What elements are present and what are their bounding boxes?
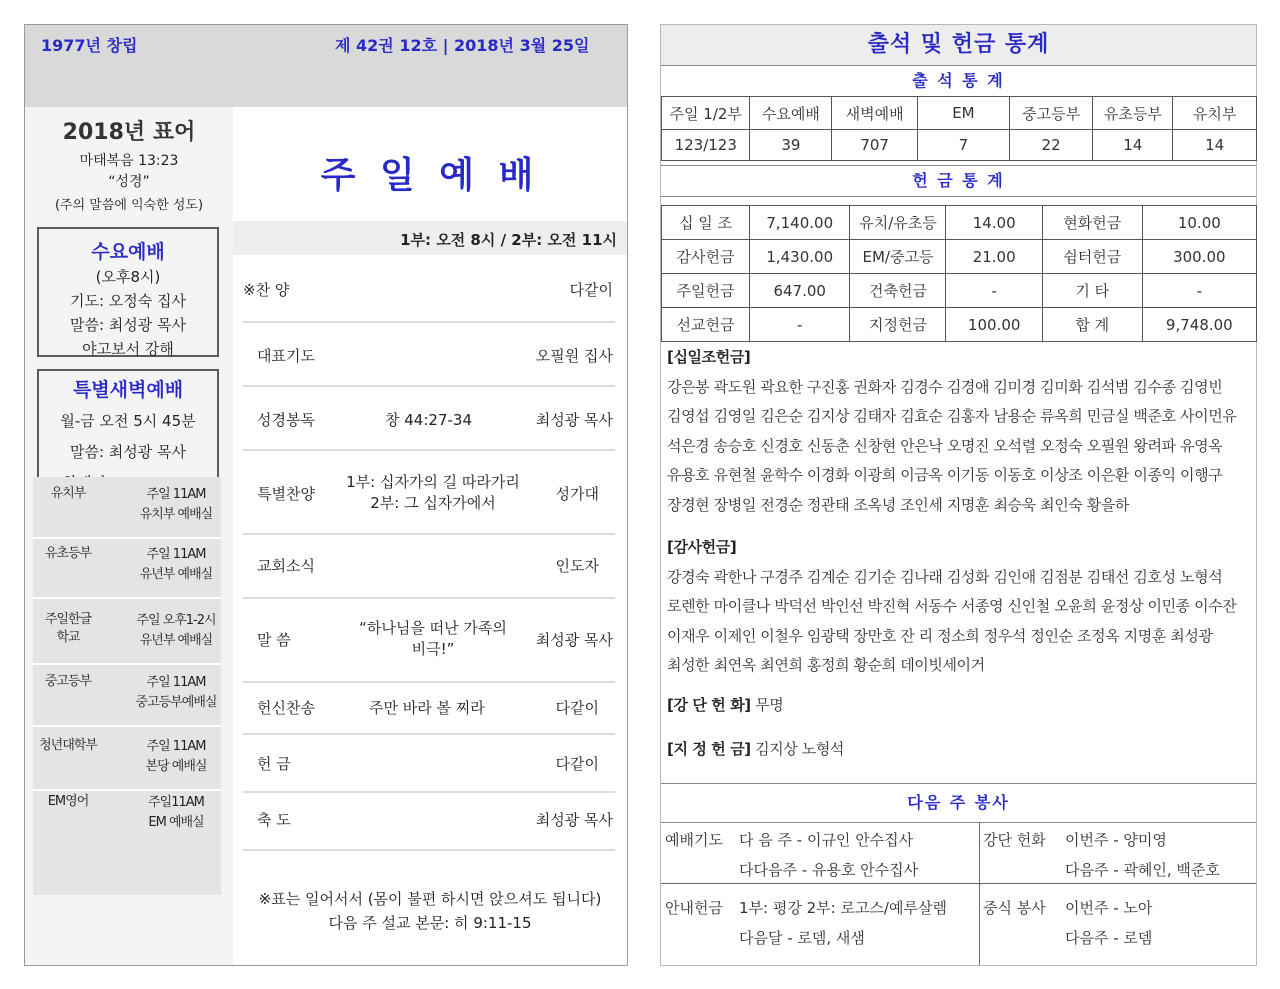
order-item: 축 도 [257,811,291,829]
order-item: 헌신찬송 [257,699,315,717]
dawn-title: 특별새벽예배 [72,379,184,401]
attendance-value: 7 [918,130,1010,161]
issue-label: 제 42권 12호 | 2018년 3월 25일 [335,36,590,55]
service-title: 주 일 예 배 [320,155,540,196]
next-week-title: 다음 주 봉사 [661,783,1256,823]
order-divider [243,533,615,535]
offering-amount: 647.00 [749,274,850,308]
offering-row [662,240,1257,274]
order-middle-2: 2부: 그 십자가에서 [370,494,496,512]
attendance-value-row [662,130,1257,161]
order-item: 헌 금 [257,755,291,773]
school-row-name: 청년대학부 [39,738,97,753]
next-week-divider [661,883,1256,884]
flower-donor: 무명 [750,696,784,714]
order-middle-block [333,617,533,659]
wednesday-title: 수요예배 [91,241,165,263]
order-who: 다같이 [555,699,599,717]
order-who: 최성광 목사 [535,811,613,829]
thanks-section [667,533,1247,681]
wednesday-prayer: 기도: 오정숙 집사 [69,292,187,310]
order-item: 말 씀 [257,631,291,649]
attendance-header: 유초등부 [1093,97,1173,130]
offering-amount: 14.00 [946,206,1042,240]
school-row-place: 유년부 예배실 [139,567,213,582]
offering-row [662,308,1257,342]
school-row-time: 주일 11AM [146,739,206,754]
flower-next-week: 다음주 - 곽혜인, 백준호 [1065,861,1220,879]
designated-section [667,735,1247,765]
order-middle: “하나님을 떠난 가족의 [359,619,507,637]
dawn-time: 월-금 오전 5시 45분 [60,412,196,430]
order-middle-2: 비극!” [411,640,455,658]
attendance-value: 22 [1009,130,1093,161]
order-item: 특별찬양 [257,485,315,503]
school-row [33,603,221,665]
school-row-name: 유초등부 [44,546,92,561]
order-who: 인도자 [555,557,599,575]
attendance-header: 새벽예배 [832,97,918,130]
motto-verse: 마태복음 13:23 [79,153,179,169]
motto-block [25,115,233,213]
offering-label: 합 계 [1042,308,1142,342]
flower-heading: [강 단 헌 화] [667,696,751,714]
offering-amount: - [946,274,1042,308]
offering-label: 선교헌금 [662,308,750,342]
order-who: 다같이 [569,281,613,299]
attendance-value: 123/123 [662,130,750,161]
order-who: 다같이 [555,755,599,773]
school-row-name: 중고등부 [44,674,92,689]
order-divider [243,321,615,323]
school-row-name: 유치부 [50,486,86,501]
offering-amount: 1,430.00 [749,240,850,274]
motto-word: “성경” [108,174,150,190]
tithe-line: 장경현 장병일 전경순 정관태 조옥녕 조인세 지명훈 최승욱 최인숙 황을하 [667,495,1130,514]
school-row [33,537,221,599]
designated-donors: 김지상 노형석 [750,740,845,758]
prayer-after: 다다음주 - 유용호 안수집사 [739,861,919,879]
usher-next-month: 다음달 - 로뎀, 새샘 [739,929,865,947]
school-row-time: 주일 11AM [146,487,206,502]
offering-row [662,206,1257,240]
offering-label: 지정헌금 [850,308,946,342]
attendance-header: 주일 1/2부 [662,97,750,130]
offering-amount: 10.00 [1142,206,1256,240]
school-row-time: 주일 11AM [146,675,206,690]
wednesday-time: (오후8시) [95,268,161,286]
offering-amount: - [1142,274,1256,308]
attendance-value: 14 [1093,130,1173,161]
next-sermon-note: 다음 주 설교 본문: 히 9:11-15 [328,914,532,932]
wednesday-sermon: 말씀: 최성광 목사 [69,316,187,334]
designated-heading: [지 정 헌 금] [667,740,751,758]
thanks-line: 최성한 최연옥 최연희 홍정희 황순희 데이빗세이거 [667,656,985,674]
offering-label: EM/중고등 [850,240,946,274]
offering-label: 건축헌금 [850,274,946,308]
stats-title-bar [661,25,1256,66]
tithe-line: 유용호 유현철 윤학수 이경화 이광희 이금옥 이기동 이동호 이상조 이은환 이종익 이행구 [667,466,1223,484]
prayer-label: 예배기도 [665,831,723,849]
wednesday-topic: 야고보서 강해 [82,340,174,358]
thanks-line: 로렌한 마이클나 박덕선 박인선 박진혁 서동수 서종영 신인철 오윤희 윤정상 이민종 이수잔 [667,597,1237,615]
school-row [33,477,221,539]
thanks-heading: [감사헌금] [667,538,737,556]
offering-amount: 9,748.00 [1142,308,1256,342]
order-divider [243,681,615,683]
order-divider [243,791,615,793]
offering-label: 주일헌금 [662,274,750,308]
attendance-table [661,96,1257,161]
flower-this-week: 이번주 - 양미영 [1065,831,1167,849]
order-divider [243,385,615,387]
attendance-header: 유치부 [1173,97,1257,130]
order-who: 성가대 [555,485,599,503]
order-who: 최성광 목사 [535,631,613,649]
stats-title: 출석 및 헌금 통계 [867,32,1050,57]
order-divider [243,449,615,451]
order-middle: 1부: 십자가의 길 따라가리 [346,473,520,491]
offering-label: 감사헌금 [662,240,750,274]
thanks-line: 강경숙 곽한나 구경주 김계순 김기순 김나래 김성화 김인애 김점분 김태선 김호성 노형석 [667,567,1223,586]
school-row [33,665,221,727]
tithe-line: 강은봉 곽도원 곽요한 구진홍 권화자 김경수 김경애 김미경 김미화 김석범 김수종 김영빈 [667,377,1223,396]
school-row [33,729,221,791]
order-divider [243,849,615,851]
service-notes [233,887,627,935]
attendance-header-row [662,97,1257,130]
order-item: 교회소식 [257,557,315,575]
order-who: 오필원 집사 [535,347,613,365]
school-row-place: 본당 예배실 [145,759,207,774]
stand-note: ※표는 일어서서 (몸이 불편 하시면 앉으셔도 됩니다) [258,890,602,908]
offering-label: 쉼터헌금 [1042,240,1142,274]
service-times: 1부: 오전 8시 / 2부: 오전 11시 [400,231,617,249]
meal-next-week: 다음주 - 로뎀 [1065,929,1153,947]
order-item: 성경봉독 [257,411,315,429]
established-label: 1977년 창립 [41,36,138,55]
wednesday-service-box [37,227,219,357]
order-middle-block [333,471,533,513]
attendance-header: 중고등부 [1009,97,1093,130]
tithe-section [667,343,1247,520]
thanks-line: 이재우 이제인 이철우 임광택 장만호 잔 리 정소희 정우석 정인순 조정옥 지명훈 최성광 [667,626,1213,645]
offering-label: 기 타 [1042,274,1142,308]
offering-table [661,205,1257,342]
order-middle: 주만 바라 볼 찌라 [369,699,485,717]
offering-label: 유치/유초등 [850,206,946,240]
attendance-title: 출 석 통 계 [661,65,1256,97]
prayer-next: 다 음 주 - 이규인 안수집사 [739,831,914,849]
attendance-value: 39 [750,130,832,161]
school-row-time: 주일 11AM [146,547,206,562]
tithe-line: 김영섭 김영일 김은순 김지상 김태자 김효순 김홍자 남용순 류옥희 민금실 백준호 사이먼유 [667,407,1237,425]
tithe-line: 석은경 송승호 신경호 신동춘 신창현 안은낙 오명진 오석렬 오정숙 오필원 왕려파 유영옥 [667,436,1223,455]
order-divider [243,733,615,735]
tithe-heading: [십일조헌금] [667,348,751,366]
school-row-name: 주일한글 [44,612,92,627]
service-times-bar [233,221,627,255]
flower-section [667,691,1247,721]
offering-amount: 300.00 [1142,240,1256,274]
school-row-place: 중고등부예배실 [135,695,217,710]
offering-amount: 7,140.00 [749,206,850,240]
right-page [660,24,1257,966]
order-item: ※찬 양 [243,281,290,299]
offering-row [662,274,1257,308]
offering-title: 헌 금 통 계 [661,165,1256,197]
school-row [33,785,221,845]
motto-title: 2018년 표어 [62,120,196,145]
order-divider [243,597,615,599]
school-row-time: 주일 오후1-2시 [136,613,216,628]
usher-groups: 1부: 평강 2부: 로고스/예루살렘 [739,899,947,917]
service-order-column [233,107,627,965]
order-middle: 창 44:27-34 [385,411,472,429]
offering-amount: 100.00 [946,308,1042,342]
bulletin-header [25,25,627,107]
flower-label: 강단 헌화 [983,831,1046,849]
school-schedule [33,477,221,895]
meal-this-week: 이번주 - 노아 [1065,899,1153,917]
school-row-place: 유년부 예배실 [139,633,213,648]
motto-desc: (주의 말씀에 익숙한 성도) [54,198,204,213]
order-who: 최성광 목사 [535,411,613,429]
attendance-value: 14 [1173,130,1257,161]
school-row-name-2: 학교 [56,630,80,645]
attendance-value: 707 [832,130,918,161]
school-row-place: EM 예배실 [148,815,204,830]
school-row-name: EM영어 [47,794,89,809]
usher-label: 안내헌금 [665,899,723,917]
school-row-time: 주일11AM [148,795,204,810]
next-week-col-divider [979,822,980,965]
offering-label: 현화헌금 [1042,206,1142,240]
meal-label: 중식 봉사 [983,899,1046,917]
attendance-header: 수요예배 [750,97,832,130]
left-page [24,24,628,966]
school-row-place: 유치부 예배실 [139,507,213,522]
offering-amount: - [749,308,850,342]
order-item: 대표기도 [257,347,315,365]
attendance-header: EM [918,97,1010,130]
dawn-sermon: 말씀: 최성광 목사 [69,443,187,461]
offering-label: 십 일 조 [662,206,750,240]
offering-amount: 21.00 [946,240,1042,274]
